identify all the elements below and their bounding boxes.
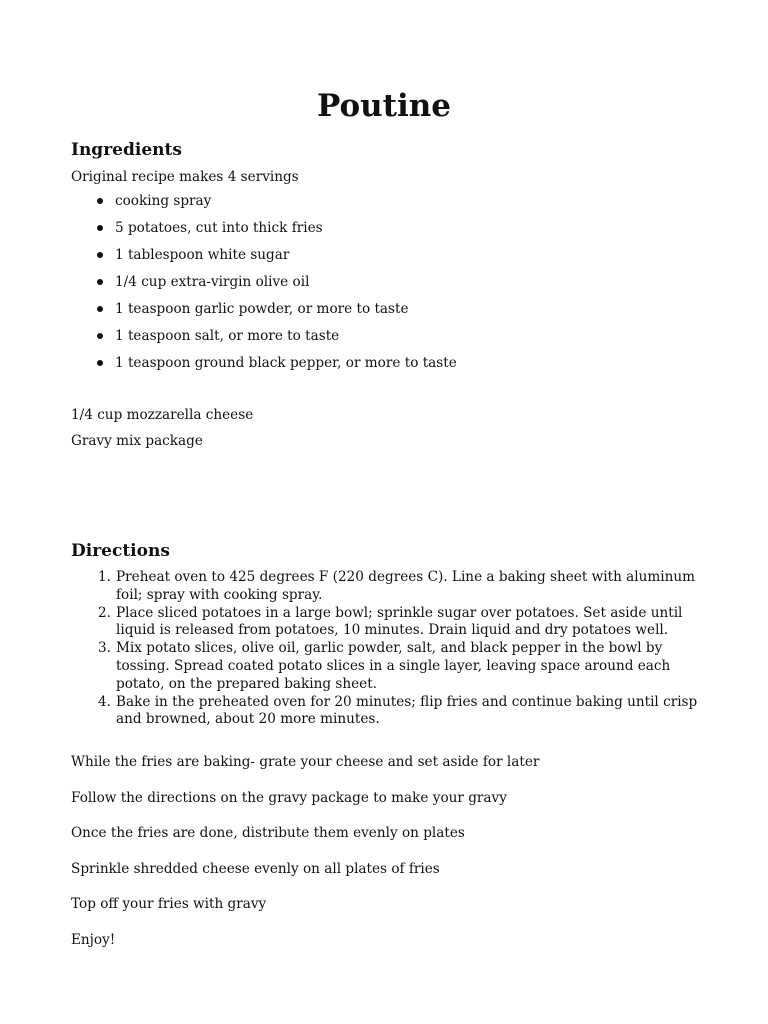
directions-list: [71, 569, 711, 729]
bullet-icon: [97, 360, 103, 366]
note-text: Once the fries are done, distribute them evenly on plates: [71, 825, 465, 841]
bullet-icon: [97, 252, 103, 258]
step-text: Preheat oven to 425 degrees F (220 degrees C). Line a baking sheet with aluminum foil; spray with cooking spray.: [116, 569, 695, 603]
ingredient-item: [71, 351, 457, 378]
extra-ingredient: Gravy mix package: [71, 433, 203, 449]
step-number: 2.: [98, 604, 111, 621]
step-text: Bake in the preheated oven for 20 minutes; flip fries and continue baking until crisp and browned, about 20 more minutes.: [116, 693, 698, 728]
direction-step: [71, 640, 711, 693]
ingredients-heading: Ingredients: [71, 140, 182, 160]
bullet-icon: [97, 333, 103, 339]
step-text: Place sliced potatoes in a large bowl; sprinkle sugar over potatoes. Set aside until liquid is released from potatoes, 10 minutes. Drain liquid and dry potatoes well.: [116, 604, 683, 639]
step-number: 4.: [98, 693, 111, 710]
page-title: Poutine: [316, 88, 452, 124]
ingredients-list: [71, 189, 457, 378]
ingredient-text: 1 teaspoon ground black pepper, or more to taste: [115, 355, 457, 371]
direction-step: [71, 605, 711, 641]
ingredient-text: 1 teaspoon garlic powder, or more to taste: [115, 301, 409, 317]
note-text: While the fries are baking- grate your cheese and set aside for later: [71, 754, 540, 770]
step-number: 3.: [98, 640, 111, 657]
ingredient-item: [71, 216, 457, 243]
note-text: Follow the directions on the gravy package to make your gravy: [71, 790, 507, 806]
note-text: Top off your fries with gravy: [71, 896, 267, 912]
ingredient-item: [71, 189, 457, 216]
bullet-icon: [97, 306, 103, 312]
ingredient-item: [71, 324, 457, 351]
bullet-icon: [97, 279, 103, 285]
ingredient-item: [71, 297, 457, 324]
ingredient-text: 1 tablespoon white sugar: [115, 247, 290, 263]
servings-text: Original recipe makes 4 servings: [71, 169, 299, 185]
step-number: 1.: [98, 569, 111, 585]
bullet-icon: [97, 198, 103, 204]
note-text: Enjoy!: [71, 932, 116, 948]
directions-heading: Directions: [71, 541, 170, 561]
ingredient-item: [71, 270, 457, 297]
ingredient-text: 5 potatoes, cut into thick fries: [115, 220, 323, 236]
ingredient-text: 1 teaspoon salt, or more to taste: [115, 328, 340, 344]
step-text: Mix potato slices, olive oil, garlic powder, salt, and black pepper in the bowl by tossing. Spread coated potato slices in a single layer, leaving space around each potato, on the prepared baking sheet.: [116, 640, 671, 692]
extra-ingredient: 1/4 cup mozzarella cheese: [71, 407, 254, 423]
note-text: Sprinkle shredded cheese evenly on all plates of fries: [71, 861, 440, 877]
bullet-icon: [97, 225, 103, 231]
direction-step: [71, 694, 711, 730]
ingredient-item: [71, 243, 457, 270]
ingredient-text: cooking spray: [115, 193, 212, 209]
ingredient-text: 1/4 cup extra-virgin olive oil: [115, 274, 310, 290]
direction-step: [71, 569, 711, 605]
